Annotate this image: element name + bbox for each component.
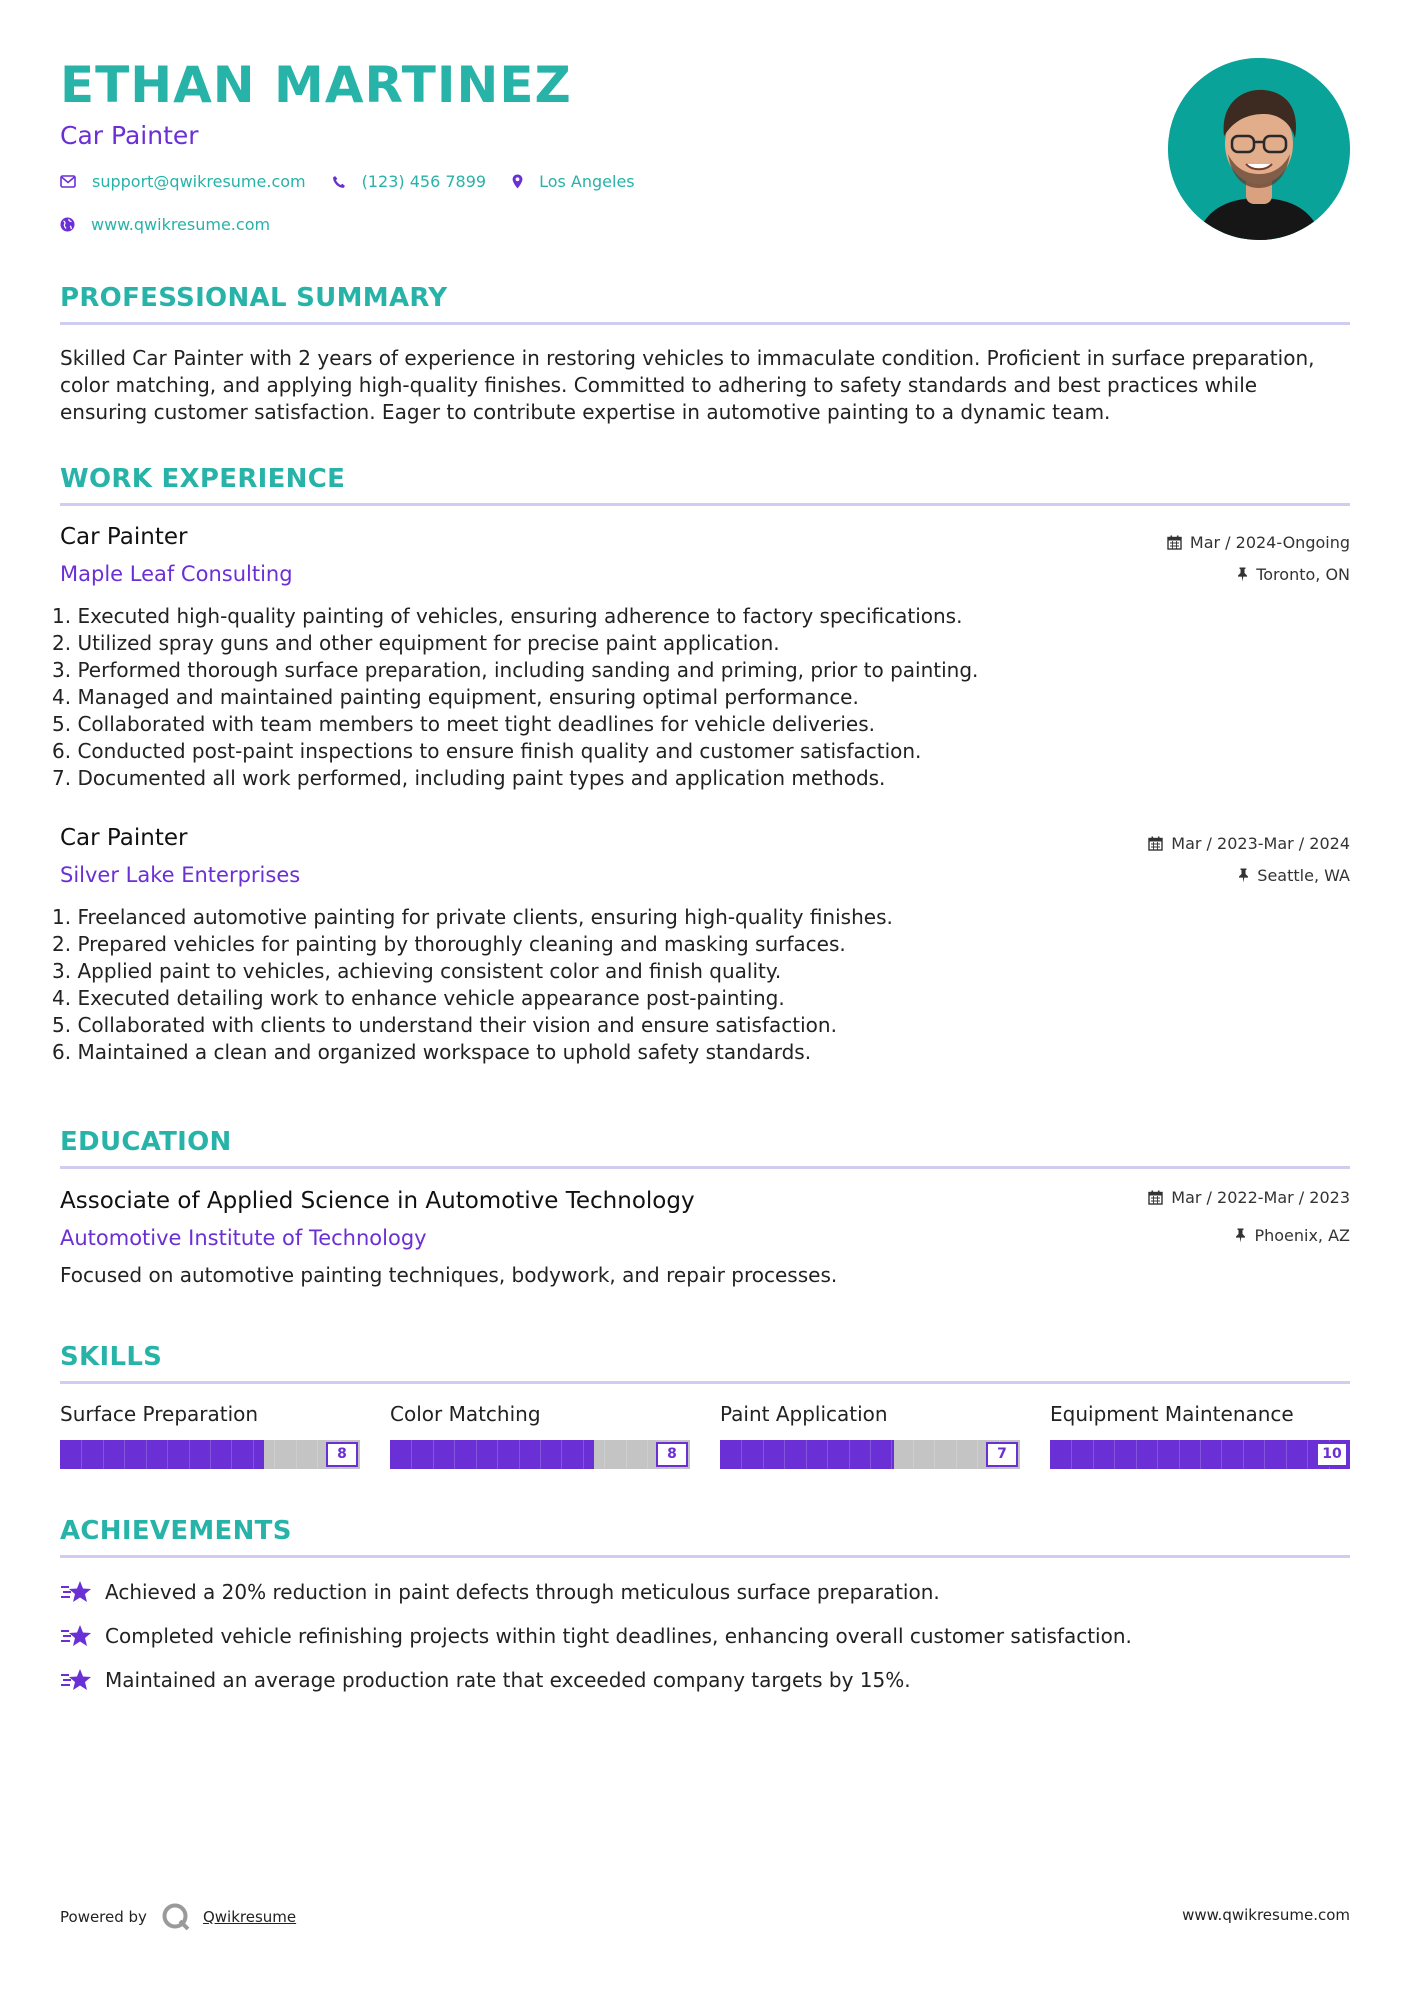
skill-bar-segment <box>1114 1440 1115 1469</box>
experience-heading: WORK EXPERIENCE <box>60 464 346 494</box>
skill-bar-segment <box>497 1440 498 1469</box>
section-divider <box>60 1555 1350 1558</box>
skill-bar-segment <box>741 1440 742 1469</box>
skill-bar-segment <box>1307 1440 1308 1469</box>
skill-bar-segment <box>934 1440 935 1469</box>
calendar-icon <box>1167 535 1182 550</box>
skill-bar-segment <box>81 1440 82 1469</box>
email-text[interactable]: support@qwikresume.com <box>92 172 306 191</box>
education-description: Focused on automotive painting techniques, bodywork, and repair processes. <box>60 1263 838 1287</box>
skill-bar-segment <box>604 1440 605 1469</box>
job-company: Silver Lake Enterprises <box>60 863 301 887</box>
candidate-name: ETHAN MARTINEZ <box>60 56 572 114</box>
skill-bar-segment <box>519 1440 520 1469</box>
contact-location <box>512 172 635 191</box>
candidate-role: Car Painter <box>60 121 199 150</box>
skill-bar-segment <box>433 1440 434 1469</box>
summary-heading: PROFESSIONAL SUMMARY <box>60 283 448 313</box>
skill-bar-segment <box>124 1440 125 1469</box>
globe-icon <box>60 217 75 232</box>
skills-heading: SKILLS <box>60 1342 163 1372</box>
section-divider <box>60 1166 1350 1169</box>
job-location <box>1237 565 1350 584</box>
achievement-item <box>60 1578 940 1606</box>
education-dates-text: Mar / 2022-Mar / 2023 <box>1171 1188 1350 1207</box>
job-location-text: Seattle, WA <box>1257 866 1350 885</box>
footer-powered-by <box>60 1902 296 1932</box>
skill-bar-segment <box>827 1440 828 1469</box>
list-item: 3. Applied paint to vehicles, achieving consistent color and finish quality. <box>52 959 782 983</box>
calendar-icon <box>1148 1190 1163 1205</box>
summary-text: Skilled Car Painter with 2 years of experience in restoring vehicles to immaculate condition. Proficient in surface preparation, color matching, and applying high-quality finishes. Committed to adhering to safety standards and best practices while ensuring customer satisfaction. Eager to contribute expertise in automotive painting to a dynamic team. <box>60 346 1315 424</box>
qwikresume-logo-icon <box>161 1902 193 1932</box>
shooting-star-icon <box>60 1622 93 1650</box>
skill-bar-segment <box>540 1440 541 1469</box>
skill-bar-segment <box>763 1440 764 1469</box>
skill-level-number: 8 <box>326 1442 358 1467</box>
list-item: 7. Documented all work performed, including paint types and application methods. <box>52 766 886 790</box>
skill-bar-segment <box>231 1440 232 1469</box>
location-text: Los Angeles <box>539 172 635 191</box>
pushpin-icon <box>1235 1228 1246 1243</box>
skill-bar-segment <box>891 1440 892 1469</box>
shooting-star-icon <box>60 1666 93 1694</box>
skill-item <box>390 1402 690 1469</box>
list-item: 1. Executed high-quality painting of vehicles, ensuring adherence to factory specifications. <box>52 604 963 628</box>
map-pin-icon <box>512 174 523 189</box>
list-item: 3. Performed thorough surface preparation, including sanding and priming, prior to painting. <box>52 658 979 682</box>
skill-label: Surface Preparation <box>60 1402 259 1426</box>
skill-level-bar <box>720 1440 1020 1469</box>
skill-bar-segment <box>411 1440 412 1469</box>
skill-level-fill <box>390 1440 594 1469</box>
achievement-item <box>60 1666 911 1694</box>
skill-bar-segment <box>647 1440 648 1469</box>
contact-email[interactable] <box>60 172 306 191</box>
achievements-heading: ACHIEVEMENTS <box>60 1516 292 1546</box>
pushpin-icon <box>1238 868 1249 883</box>
skill-level-number: 7 <box>986 1442 1018 1467</box>
skill-bar-segment <box>1157 1440 1158 1469</box>
skill-bar-segment <box>1093 1440 1094 1469</box>
list-item: 6. Conducted post-paint inspections to ensure finish quality and customer satisfaction. <box>52 739 922 763</box>
skill-bar-segment <box>103 1440 104 1469</box>
skill-bar-segment <box>561 1440 562 1469</box>
skill-bar-segment <box>1221 1440 1222 1469</box>
website-row <box>60 215 296 234</box>
skill-label: Paint Application <box>720 1402 888 1426</box>
skill-level-number: 8 <box>656 1442 688 1467</box>
skill-item <box>60 1402 360 1469</box>
skill-level-bar <box>60 1440 360 1469</box>
section-divider <box>60 503 1350 506</box>
skill-bar-segment <box>1264 1440 1265 1469</box>
job-company: Maple Leaf Consulting <box>60 562 293 586</box>
education-location-text: Phoenix, AZ <box>1254 1226 1350 1245</box>
skill-bar-segment <box>849 1440 850 1469</box>
calendar-icon <box>1148 836 1163 851</box>
contact-website[interactable] <box>60 215 270 234</box>
skill-bar-segment <box>476 1440 477 1469</box>
skill-bar-segment <box>167 1440 168 1469</box>
skill-bar-segment <box>317 1440 318 1469</box>
contact-row <box>60 172 661 191</box>
skill-item <box>1050 1402 1350 1469</box>
list-item: 4. Executed detailing work to enhance vehicle appearance post-painting. <box>52 986 785 1010</box>
skill-bar-segment <box>977 1440 978 1469</box>
achievement-text: Completed vehicle refinishing projects within tight deadlines, enhancing overall customer satisfaction. <box>105 1624 1132 1648</box>
list-item: 4. Managed and maintained painting equipment, ensuring optimal performance. <box>52 685 859 709</box>
skill-bar-segment <box>913 1440 914 1469</box>
list-item: 1. Freelanced automotive painting for private clients, ensuring high-quality finishes. <box>52 905 893 929</box>
job-bullets <box>52 603 1302 792</box>
skill-level-fill <box>60 1440 264 1469</box>
skill-level-bar <box>390 1440 690 1469</box>
skill-bar-segment <box>189 1440 190 1469</box>
achievement-item <box>60 1622 1132 1650</box>
contact-phone[interactable] <box>332 172 486 191</box>
qwikresume-link[interactable]: Qwikresume <box>202 1908 297 1926</box>
skill-bar-segment <box>1286 1440 1287 1469</box>
education-heading: EDUCATION <box>60 1127 232 1157</box>
skill-bar-segment <box>583 1440 584 1469</box>
skill-bar-segment <box>870 1440 871 1469</box>
skill-bar-segment <box>1200 1440 1201 1469</box>
job-dates-text: Mar / 2024-Ongoing <box>1189 533 1350 552</box>
skill-bar-segment <box>274 1440 275 1469</box>
phone-text[interactable]: (123) 456 7899 <box>361 172 487 191</box>
skill-bar-segment <box>956 1440 957 1469</box>
skill-bar-segment <box>626 1440 627 1469</box>
skill-item <box>720 1402 1020 1469</box>
skill-level-fill <box>720 1440 894 1469</box>
list-item: 5. Collaborated with clients to understand their vision and ensure satisfaction. <box>52 1013 837 1037</box>
skill-bar-segment <box>210 1440 211 1469</box>
section-divider <box>60 322 1350 325</box>
skill-bar-segment <box>296 1440 297 1469</box>
list-item: 2. Utilized spray guns and other equipment for precise paint application. <box>52 631 780 655</box>
job-location <box>1238 866 1350 885</box>
skill-level-bar <box>1050 1440 1350 1469</box>
job-bullets <box>52 904 1302 1066</box>
list-item: 2. Prepared vehicles for painting by thoroughly cleaning and masking surfaces. <box>52 932 846 956</box>
school-name: Automotive Institute of Technology <box>60 1226 427 1250</box>
job-title: Car Painter <box>60 524 188 550</box>
website-text[interactable]: www.qwikresume.com <box>91 215 271 234</box>
list-item: 5. Collaborated with team members to meet tight deadlines for vehicle deliveries. <box>52 712 875 736</box>
skill-bar-segment <box>1243 1440 1244 1469</box>
skill-label: Color Matching <box>390 1402 541 1426</box>
achievement-text: Achieved a 20% reduction in paint defects through meticulous surface preparation. <box>105 1580 940 1604</box>
education-location <box>1235 1226 1350 1245</box>
skill-label: Equipment Maintenance <box>1050 1402 1294 1426</box>
skill-bar-segment <box>1136 1440 1137 1469</box>
skill-bar-segment <box>253 1440 254 1469</box>
footer-url[interactable]: www.qwikresume.com <box>1182 1906 1350 1924</box>
job-dates <box>1148 834 1350 853</box>
job-title: Car Painter <box>60 825 188 851</box>
envelope-icon <box>60 175 76 188</box>
degree-title: Associate of Applied Science in Automotive Technology <box>60 1188 695 1214</box>
phone-icon <box>332 175 346 189</box>
list-item: 6. Maintained a clean and organized workspace to uphold safety standards. <box>52 1040 812 1064</box>
skill-bar-segment <box>1071 1440 1072 1469</box>
job-dates <box>1167 533 1350 552</box>
skill-level-number: 10 <box>1316 1442 1348 1467</box>
job-dates-text: Mar / 2023-Mar / 2024 <box>1171 834 1350 853</box>
skill-bar-segment <box>1179 1440 1180 1469</box>
profile-photo <box>1168 58 1350 240</box>
section-divider <box>60 1381 1350 1384</box>
skill-bar-segment <box>146 1440 147 1469</box>
powered-by-label: Powered by <box>60 1908 147 1926</box>
pushpin-icon <box>1237 567 1248 582</box>
achievement-text: Maintained an average production rate that exceeded company targets by 15%. <box>105 1668 911 1692</box>
skill-bar-segment <box>806 1440 807 1469</box>
education-dates <box>1148 1188 1350 1207</box>
skill-bar-segment <box>784 1440 785 1469</box>
skill-bar-segment <box>454 1440 455 1469</box>
shooting-star-icon <box>60 1578 93 1606</box>
job-location-text: Toronto, ON <box>1256 565 1350 584</box>
